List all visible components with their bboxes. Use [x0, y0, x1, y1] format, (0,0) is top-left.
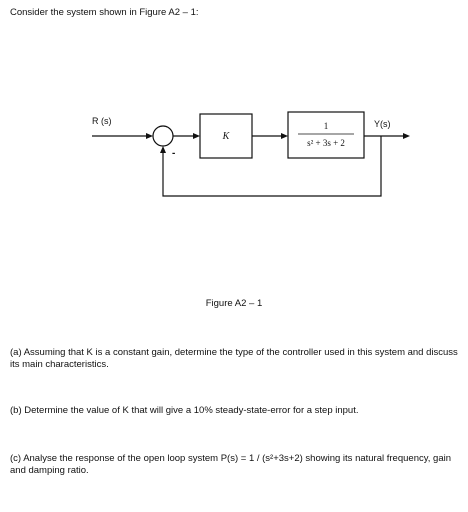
question-b: (b) Determine the value of K that will give a 10% steady-state-error for a step input.	[10, 405, 359, 416]
plant-numerator: 1	[323, 121, 329, 131]
input-arrowhead	[146, 133, 153, 139]
summing-junction	[153, 126, 173, 146]
input-label: R (s)	[92, 116, 112, 126]
figure-caption: Figure A2 – 1	[205, 298, 263, 309]
error-arrowhead	[193, 133, 200, 139]
controller-gain-label: K	[222, 131, 230, 142]
summing-minus-sign: -	[172, 148, 176, 159]
control-arrowhead	[281, 133, 288, 139]
output-arrowhead	[403, 133, 410, 139]
plant-block	[288, 112, 364, 158]
output-label: Y(s)	[374, 119, 391, 129]
question-c: (c) Analyse the response of the open loop system P(s) = 1 / (s²+3s+2) showing its natural frequency, gain and damping ratio.	[10, 453, 452, 476]
intro-text: Consider the system shown in Figure A2 – 1:	[10, 7, 199, 18]
feedback-arrowhead	[160, 146, 166, 153]
question-a: (a) Assuming that K is a constant gain, determine the type of the controller used in this system and discuss its main characteristics.	[10, 347, 458, 370]
plant-denominator: s² + 3s + 2	[307, 138, 345, 148]
